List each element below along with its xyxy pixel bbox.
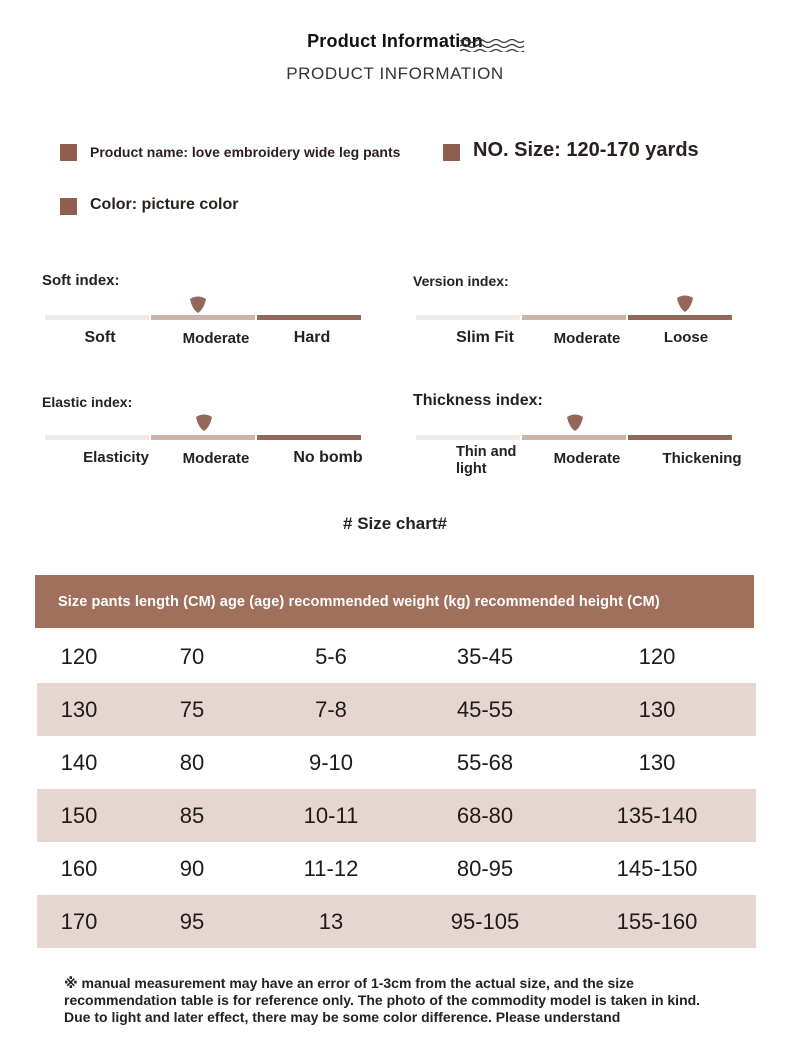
bullet-square-icon <box>443 144 460 161</box>
bullet-square-icon <box>60 144 77 161</box>
table-cell: 95-105 <box>450 909 520 934</box>
elastic-index-label: No bomb <box>293 449 363 466</box>
elastic-index-label: Moderate <box>182 450 250 467</box>
table-row <box>37 789 756 842</box>
table-cell: 120 <box>60 644 98 669</box>
table-row <box>37 630 756 683</box>
table-cell: 68-80 <box>456 803 514 828</box>
product-name-text: Product name: love embroidery wide leg pants <box>90 144 401 160</box>
table-cell: 11-12 <box>303 856 359 881</box>
elastic-index-marker-icon <box>194 413 214 433</box>
soft-index-bar-segment <box>257 315 361 320</box>
table-cell: 140 <box>60 750 98 775</box>
table-cell: 80 <box>179 750 205 775</box>
table-cell: 160 <box>60 856 98 881</box>
table-cell: 80-95 <box>456 856 514 881</box>
table-cell: 170 <box>60 909 98 934</box>
table-cell: 7-8 <box>315 697 347 722</box>
table-cell: 130 <box>638 697 676 722</box>
thickness-index-bar-segment <box>522 435 626 440</box>
version-index-bar-segment <box>416 315 520 320</box>
soft-index-label: Moderate <box>182 330 250 347</box>
table-cell: 90 <box>179 856 205 881</box>
disclaimer-note <box>64 975 764 1026</box>
table-row <box>37 736 756 789</box>
table-row <box>37 683 756 736</box>
table-cell: 55-68 <box>456 750 514 775</box>
table-cell: 85 <box>179 803 205 828</box>
table-cell: 130 <box>60 697 98 722</box>
page-subtitle: PRODUCT INFORMATION <box>286 64 504 83</box>
soft-index-bar-segment <box>45 315 149 320</box>
version-index-marker-icon <box>675 294 695 314</box>
elastic-index-bar-segment <box>45 435 149 440</box>
table-cell: 35-45 <box>456 644 514 669</box>
table-cell: 150 <box>60 803 98 828</box>
version-index-label: Slim Fit <box>456 329 514 346</box>
soft-index-label: Hard <box>293 329 331 346</box>
elastic-index-bar-segment <box>151 435 255 440</box>
soft-index-title: Soft index: <box>42 272 120 289</box>
table-cell: 5-6 <box>315 644 347 669</box>
size-table-header-text: Size pants length (CM) age (age) recommended weight (kg) recommended height (CM) <box>58 594 660 610</box>
table-cell: 130 <box>638 750 676 775</box>
thickness-index-bar-segment <box>628 435 732 440</box>
soft-index-bar-segment <box>151 315 255 320</box>
thickness-index-label: Moderate <box>553 450 621 467</box>
elastic-index-bar-segment <box>257 435 361 440</box>
version-index-label: Loose <box>663 329 709 346</box>
soft-index-marker-icon <box>188 295 208 315</box>
size-chart-title: # Size chart# <box>343 514 447 533</box>
table-cell: 45-55 <box>456 697 514 722</box>
thickness-index-marker-icon <box>565 413 585 433</box>
table-cell: 70 <box>179 644 205 669</box>
table-cell: 95 <box>179 909 205 934</box>
thickness-index-label <box>456 444 516 478</box>
table-cell: 135-140 <box>616 803 698 828</box>
table-cell: 75 <box>179 697 205 722</box>
note-line: Due to light and later effect, there may be some color difference. Please understand <box>64 1009 621 1025</box>
soft-index-label: Soft <box>84 329 116 346</box>
product-size-text: NO. Size: 120-170 yards <box>473 139 699 161</box>
thickness-label-line: Thin and <box>456 444 517 460</box>
page-title-block <box>0 31 790 52</box>
elastic-index-label: Elasticity <box>83 449 149 466</box>
table-cell: 10-11 <box>303 803 359 828</box>
table-cell: 155-160 <box>616 909 698 934</box>
table-cell: 13 <box>318 909 344 934</box>
version-index-label: Moderate <box>553 330 621 347</box>
version-index-bar-segment <box>522 315 626 320</box>
thickness-index-label: Thickening <box>662 450 742 467</box>
bullet-square-icon <box>60 198 77 215</box>
table-cell: 120 <box>638 644 676 669</box>
page-title: Product Information <box>307 31 483 51</box>
note-line: recommendation table is for reference only. The photo of the commodity model is taken in kind. <box>64 992 701 1008</box>
table-cell: 145-150 <box>616 856 698 881</box>
elastic-index-title: Elastic index: <box>42 394 133 410</box>
thickness-label-line: light <box>456 461 487 477</box>
wave-decoration-icon <box>459 38 527 52</box>
thickness-index-title: Thickness index: <box>413 392 543 409</box>
product-color-text: Color: picture color <box>90 196 239 213</box>
version-index-title: Version index: <box>413 273 509 289</box>
version-index-bar-segment <box>628 315 732 320</box>
table-cell: 9-10 <box>308 750 354 775</box>
note-line: ※ manual measurement may have an error of 1-3cm from the actual size, and the size <box>64 975 634 991</box>
table-row <box>37 895 756 948</box>
table-row <box>37 842 756 895</box>
thickness-index-bar-segment <box>416 435 520 440</box>
